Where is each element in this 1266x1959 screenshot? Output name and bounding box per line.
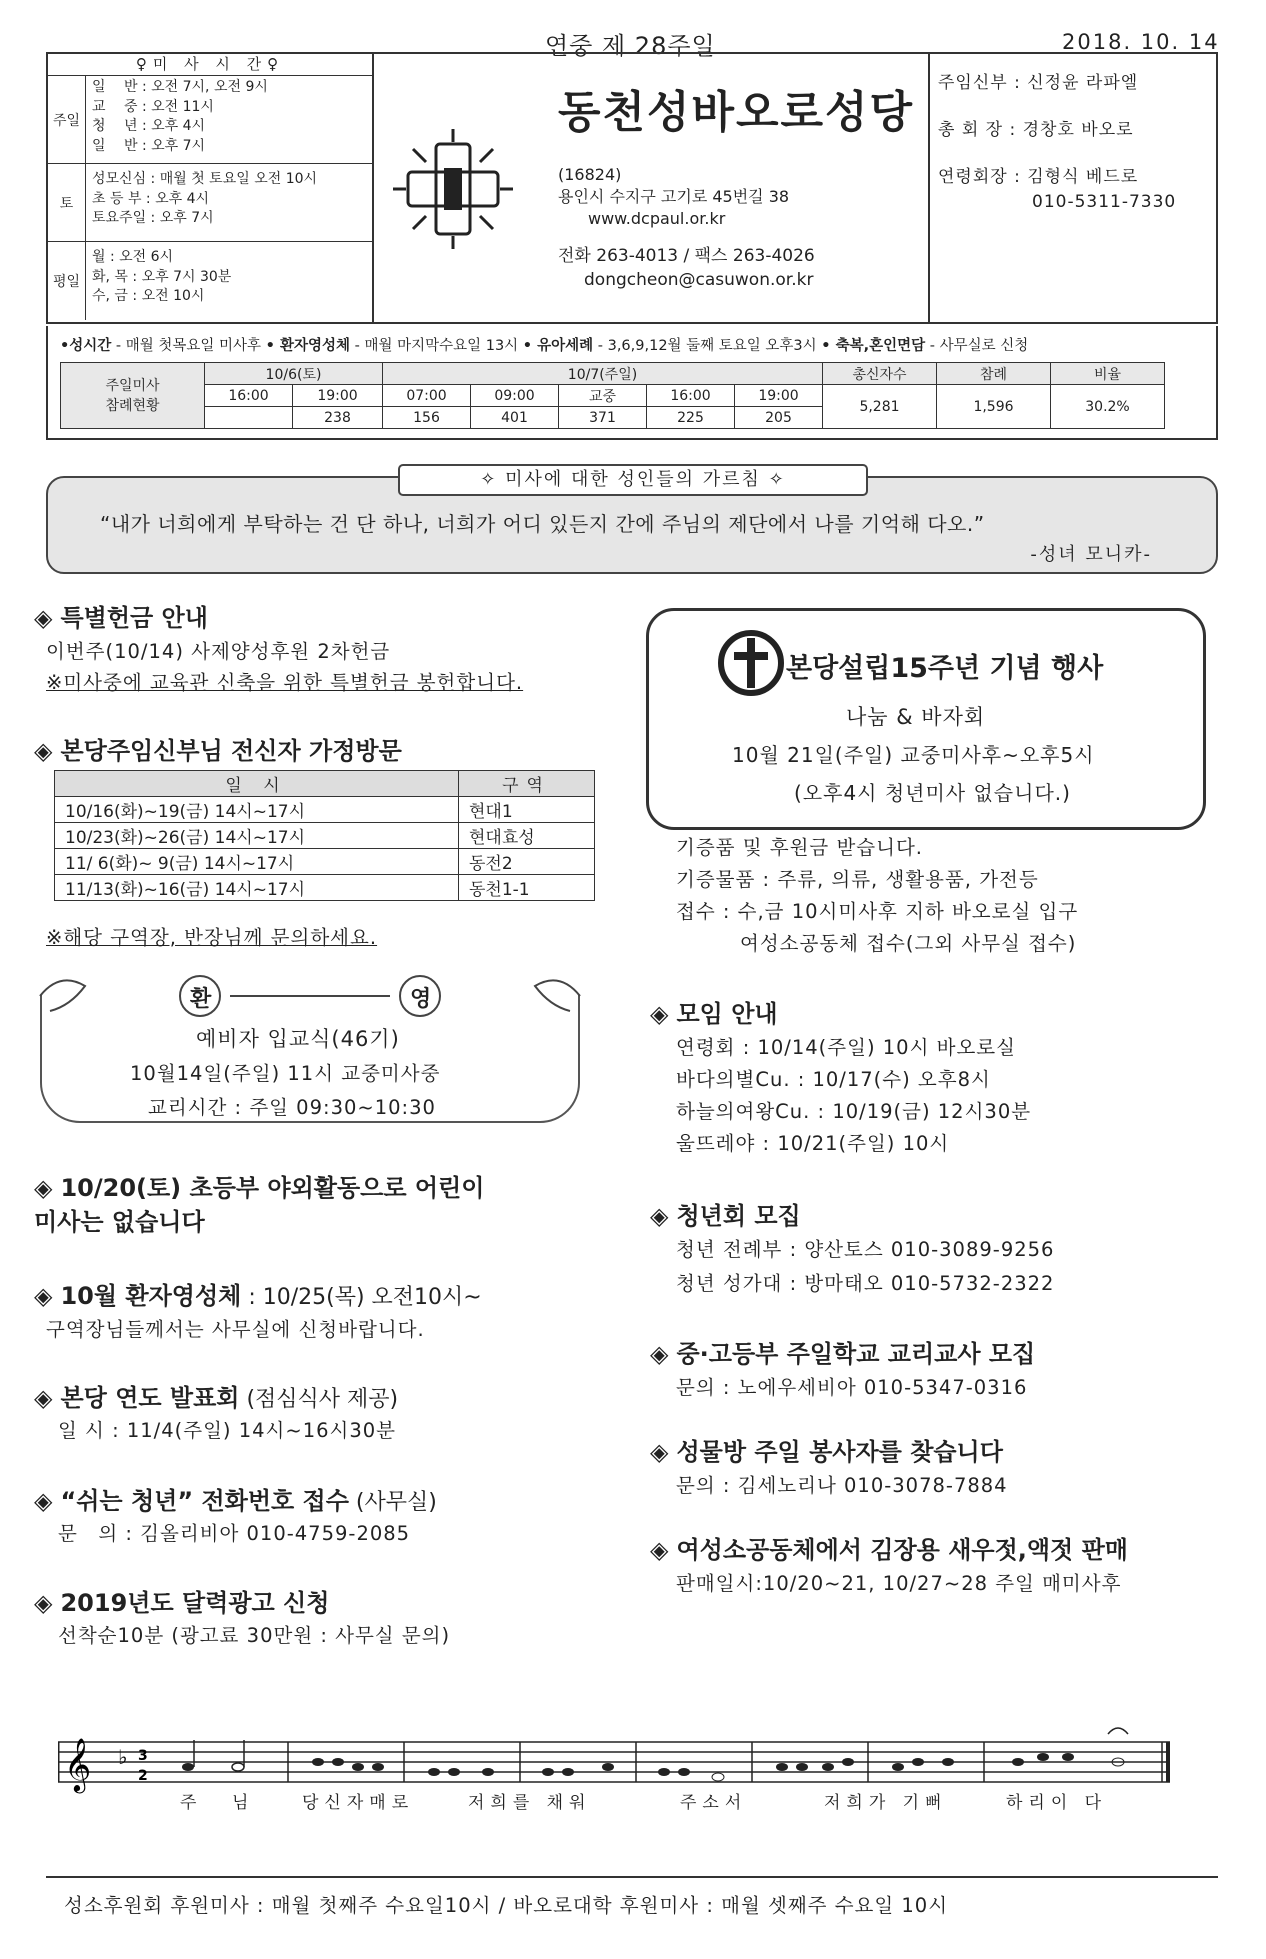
svg-text:♭: ♭ bbox=[118, 1745, 128, 1769]
donation-line: 여성소공동체 접수(그외 사무실 접수) bbox=[740, 932, 1077, 955]
welcome-line: 교리시간 : 주일 09:30~10:30 bbox=[148, 1096, 436, 1119]
section-kimchi: ◈ 여성소공동체에서 김장용 새우젓,액젓 판매 bbox=[650, 1536, 1128, 1564]
staff-president: 총 회 장 : 경창호 바오로 bbox=[938, 120, 1134, 140]
mass-line: 성모신심 : 매월 첫 토요일 오전 10시 bbox=[92, 171, 318, 187]
diamond-icon: ◈ bbox=[650, 1340, 669, 1368]
mass-row-weekday bbox=[48, 242, 372, 320]
header-box bbox=[46, 52, 1218, 324]
lyric: 주소서 bbox=[680, 1793, 748, 1813]
total-value: 5,281 bbox=[823, 385, 937, 429]
section-calendar-ad: ◈ 2019년도 달력광고 신청 bbox=[34, 1589, 330, 1617]
lyric: 주 bbox=[180, 1793, 203, 1813]
diamond-icon: ◈ bbox=[34, 604, 53, 632]
time-cell: 16:00 bbox=[647, 385, 735, 407]
website-link[interactable]: www.dcpaul.or.kr bbox=[588, 209, 726, 228]
issue-date: 2018. 10. 14 bbox=[1062, 30, 1220, 54]
lyric: 저희를 채워 bbox=[468, 1793, 592, 1813]
offering-note: ※미사중에 교육관 신축을 위한 특별헌금 봉헌합니다. bbox=[46, 671, 524, 694]
lyric: 당신자매로 bbox=[302, 1793, 415, 1813]
meeting-line: 연령회 : 10/14(주일) 10시 바오로실 bbox=[676, 1036, 1016, 1059]
lyric: 하리이 다 bbox=[1006, 1793, 1108, 1813]
mass-day: 주일 bbox=[48, 76, 86, 163]
teachers-line: 문의 : 노에우세비아 010-5347-0316 bbox=[676, 1376, 1028, 1399]
saints-quote-box bbox=[46, 469, 1218, 574]
section-youth: ◈ 청년회 모집 bbox=[650, 1202, 801, 1230]
footer-text: 성소후원회 후원미사 : 매월 첫째주 수요일10시 / 바오로대학 후원미사 : 매월 셋째주 수요일 10시 bbox=[64, 1894, 949, 1917]
staff-council-phone: 010-5311-7330 bbox=[1032, 192, 1177, 212]
mass-row-saturday bbox=[48, 164, 372, 242]
count-cell: 205 bbox=[735, 407, 823, 429]
count-cell: 156 bbox=[383, 407, 471, 429]
staff-pastor: 주임신부 : 신정윤 라파엘 bbox=[938, 73, 1139, 93]
welcome-right-char: 영 bbox=[410, 987, 432, 1012]
quote-author: -성녀 모니카- bbox=[1030, 544, 1152, 565]
total-header: 총신자수 bbox=[823, 363, 937, 385]
mass-line: 화, 목 : 오후 7시 30분 bbox=[92, 268, 232, 285]
footer-divider bbox=[46, 1876, 1218, 1878]
mass-line: 월 : 오전 6시 bbox=[92, 249, 174, 265]
sat-header: 10/6(토) bbox=[205, 363, 383, 385]
mass-day: 토 bbox=[48, 164, 86, 241]
mass-line: 교 중 : 오전 11시 bbox=[92, 98, 214, 115]
church-contact bbox=[558, 244, 815, 292]
quote-text: “내가 너희에게 부탁하는 건 단 하나, 너희가 어디 있든지 간에 주님의 제단에서 나를 기억해 다오.” bbox=[100, 512, 985, 536]
ratio-value: 30.2% bbox=[1051, 385, 1165, 429]
quote-title: ✧ 미사에 대한 성인들의 가르침 ✧ bbox=[398, 464, 868, 496]
mass-line: 초 등 부 : 오후 4시 bbox=[92, 190, 210, 207]
mass-schedule-title: ♀미 사 시 간♀ bbox=[48, 54, 372, 76]
diamond-icon: ◈ bbox=[650, 1202, 669, 1230]
postcode: (16824) bbox=[558, 165, 622, 184]
mass-day: 평일 bbox=[48, 242, 86, 320]
diamond-icon: ◈ bbox=[34, 1487, 53, 1515]
table-row: 11/13(화)~16(금) 14시~17시 동천1-1 bbox=[55, 875, 595, 901]
cross-logo-icon bbox=[716, 628, 786, 698]
mass-line: 청 년 : 오후 4시 bbox=[92, 118, 206, 134]
time-cell: 교중 bbox=[559, 385, 647, 407]
attendance-table bbox=[60, 362, 1165, 429]
address-line: 용인시 수지구 고기로 45번길 38 bbox=[558, 187, 790, 206]
meeting-line: 바다의별Cu. : 10/17(수) 오후8시 bbox=[676, 1068, 991, 1091]
mass-line: 수, 금 : 오전 10시 bbox=[92, 288, 205, 304]
mass-row-sunday bbox=[48, 76, 372, 164]
section-shop: ◈ 성물방 주일 봉사자를 찾습니다 bbox=[650, 1438, 1003, 1466]
section-memorial: ◈ 본당 연도 발표회 (점심식사 제공) bbox=[34, 1384, 399, 1412]
lyric: 저희가 기뻐 bbox=[824, 1793, 948, 1813]
svg-text:2: 2 bbox=[138, 1768, 148, 1784]
diamond-icon: ◈ bbox=[650, 1438, 669, 1466]
time-cell: 19:00 bbox=[293, 385, 383, 407]
section-children-mass-2: 미사는 없습니다 bbox=[34, 1208, 205, 1236]
church-info bbox=[378, 54, 978, 322]
count-cell: 238 bbox=[293, 407, 383, 429]
section-children-mass: ◈ 10/20(토) 초등부 야외활동으로 어린이 bbox=[34, 1174, 485, 1202]
section-sick-communion: ◈ 10월 환자영성체 : 10/25(목) 오전10시~ bbox=[34, 1282, 482, 1310]
memorial-line: 일 시 : 11/4(주일) 14시~16시30분 bbox=[58, 1419, 397, 1442]
church-name: 동천성바오로성당 bbox=[558, 87, 915, 138]
count-cell bbox=[205, 407, 293, 429]
treble-clef-icon: 𝄞 bbox=[64, 1737, 92, 1791]
email-link[interactable]: dongcheon@casuwon.or.kr bbox=[584, 270, 814, 290]
mass-schedule bbox=[48, 54, 374, 322]
diamond-icon: ◈ bbox=[34, 1282, 53, 1310]
shop-line: 문의 : 김세노리나 010-3078-7884 bbox=[676, 1474, 1008, 1497]
diamond-icon: ◈ bbox=[34, 1589, 53, 1617]
mass-line: 일 반 : 오후 7시 bbox=[92, 137, 206, 154]
att-value: 1,596 bbox=[937, 385, 1051, 429]
section-teachers: ◈ 중·고등부 주일학교 교리교사 모집 bbox=[650, 1340, 1036, 1368]
notice-line: •성시간 - 매월 첫목요일 미사후 • 환자영성체 - 매월 마지막수요일 13시 • 유아세례 - 3,6,9,12월 둘째 토요일 오후3시 • 축복,혼인면담 - 사무실로 신청 bbox=[60, 338, 1029, 354]
donation-line: 접수 : 수,금 10시미사후 지하 바오로실 입구 bbox=[676, 900, 1079, 923]
donation-line: 기증품 및 후원금 받습니다. bbox=[676, 836, 924, 859]
welcome-left-char: 환 bbox=[190, 987, 212, 1012]
count-cell: 371 bbox=[559, 407, 647, 429]
offering-line: 이번주(10/14) 사제양성후원 2차헌금 bbox=[46, 640, 391, 663]
table-row: 11/ 6(화)~ 9(금) 14시~17시 동전2 bbox=[55, 849, 595, 875]
section-home-visit: ◈ 본당주임신부님 전신자 가정방문 bbox=[34, 737, 402, 765]
count-cell: 401 bbox=[471, 407, 559, 429]
diamond-icon: ◈ bbox=[650, 1536, 669, 1564]
ribbon-ornament-icon bbox=[30, 966, 590, 1026]
meeting-line: 울뜨레야 : 10/21(주일) 10시 bbox=[676, 1132, 950, 1155]
section-meetings: ◈ 모임 안내 bbox=[650, 1000, 778, 1028]
time-cell: 16:00 bbox=[205, 385, 293, 407]
staff-council: 연령회장 : 김형식 베드로 bbox=[938, 167, 1139, 187]
count-cell: 225 bbox=[647, 407, 735, 429]
svg-text:3: 3 bbox=[138, 1748, 148, 1764]
section-resting-youth: ◈ “쉬는 청년” 전화번호 접수 (사무실) bbox=[34, 1487, 437, 1515]
table-row: 10/23(화)~26(금) 14시~17시 현대효성 bbox=[55, 823, 595, 849]
section-special-offering: ◈ 특별헌금 안내 bbox=[34, 604, 208, 632]
mass-line: 일 반 : 오전 7시, 오전 9시 bbox=[92, 79, 268, 95]
welcome-line: 10월14일(주일) 11시 교중미사중 bbox=[130, 1062, 441, 1085]
ratio-header: 비율 bbox=[1051, 363, 1165, 385]
sick-communion-line: 구역장님들께서는 사무실에 신청바랍니다. bbox=[46, 1318, 425, 1341]
kimchi-line: 판매일시:10/20~21, 10/27~28 주일 매미사후 bbox=[676, 1572, 1122, 1595]
time-cell: 19:00 bbox=[735, 385, 823, 407]
calendar-ad-line: 선착순10분 (광고료 30만원 : 사무실 문의) bbox=[58, 1624, 451, 1647]
sun-header: 10/7(주일) bbox=[383, 363, 823, 385]
youth-line: 청년 성가대 : 방마태오 010-5732-2322 bbox=[676, 1272, 1055, 1295]
week-title: 연중 제 28주일 bbox=[545, 32, 716, 60]
church-address bbox=[558, 164, 789, 230]
anniversary-title: 본당설립15주년 기념 행사 bbox=[786, 653, 1104, 684]
info-strip bbox=[46, 326, 1218, 440]
visit-table: 일 시 구역 10/16(화)~19(금) 14시~17시 현대1 10/23(화)~26(금) 14시~17시 현대효성 11/ 6(화)~ 9(금) 14시~17시 동전2 11/13(화)~16(금) 14시~17시 동천1-1 bbox=[54, 770, 595, 901]
diamond-icon: ◈ bbox=[650, 1000, 669, 1028]
welcome-line: 예비자 입교식(46기) bbox=[196, 1027, 400, 1051]
att-header: 참례 bbox=[937, 363, 1051, 385]
anniversary-line: 나눔 & 바자회 bbox=[846, 705, 986, 729]
time-cell: 09:00 bbox=[471, 385, 559, 407]
resting-youth-line: 문 의 : 김올리비아 010-4759-2085 bbox=[58, 1522, 411, 1545]
staff-list bbox=[928, 54, 1216, 322]
meeting-line: 하늘의여왕Cu. : 10/19(금) 12시30분 bbox=[676, 1100, 1032, 1123]
diamond-icon: ◈ bbox=[34, 1174, 53, 1202]
donation-line: 기증물품 : 주류, 의류, 생활용품, 가전등 bbox=[676, 868, 1039, 891]
diamond-icon: ◈ bbox=[34, 1384, 53, 1412]
church-logo-icon bbox=[388, 124, 518, 254]
diamond-icon: ◈ bbox=[34, 737, 53, 765]
anniversary-line: (오후4시 청년미사 없습니다.) bbox=[794, 781, 1071, 805]
lyric: 님 bbox=[232, 1793, 255, 1813]
anniversary-line: 10월 21일(주일) 교중미사후~오후5시 bbox=[732, 743, 1095, 767]
visit-note: ※해당 구역장, 반장님께 문의하세요. bbox=[46, 926, 378, 949]
youth-line: 청년 전례부 : 양산토스 010-3089-9256 bbox=[676, 1238, 1055, 1261]
time-cell: 07:00 bbox=[383, 385, 471, 407]
table-row: 10/16(화)~19(금) 14시~17시 현대1 bbox=[55, 797, 595, 823]
phone-fax: 전화 263-4013 / 팩스 263-4026 bbox=[558, 246, 815, 266]
attendance-label: 주일미사 참례현황 bbox=[61, 363, 205, 429]
mass-line: 토요주일 : 오후 7시 bbox=[92, 210, 214, 226]
